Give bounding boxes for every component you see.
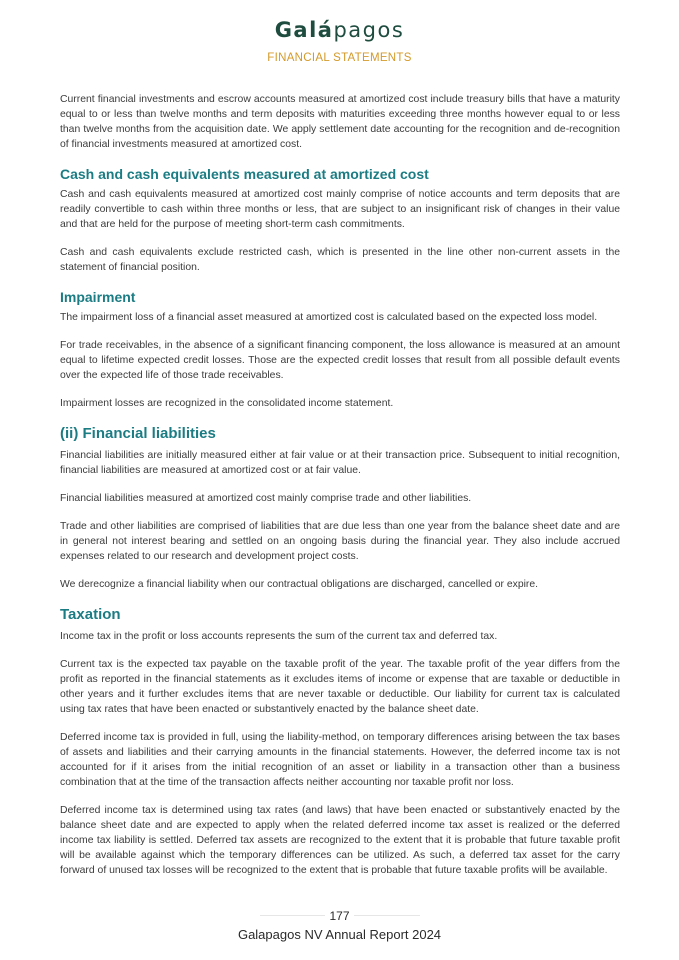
heading-impairment: Impairment (60, 289, 136, 305)
heading-cash-equivalents: Cash and cash equivalents measured at amortized cost (60, 166, 429, 182)
paragraph-tax-4: Deferred income tax is determined using tax rates (and laws) that have been enacted or substantively enacted by the balance sheet date and are expected to apply when the related deferred income tax asset is realized or the deferred income tax liability is settled. Deferred tax assets are recognized to the extent that it is probable that future taxable profit will be available against which the temporary differences can be utilized. As such, a deferred tax asset for the carry forward of unused tax losses will be recognized to the extent that is probable that future taxable profits will be available. (60, 805, 620, 876)
page-number (0, 909, 679, 923)
page-number-text: 177 (325, 909, 353, 923)
paragraph-liabilities-2: Financial liabilities measured at amortized cost mainly comprise trade and other liabilities. (60, 493, 472, 504)
page-content (60, 92, 620, 891)
paragraph-impairment-2: For trade receivables, in the absence of a significant financing component, the loss allowance is measured at an amount equal to lifetime expected credit losses. Those are the expected credit losses that result from all possible default events over the expected life of those trade receivables. (60, 340, 620, 381)
section-label: FINANCIAL STATEMENTS (267, 52, 412, 64)
paragraph-tax-3: Deferred income tax is provided in full, using the liability-method, on temporary differences arising between the tax bases of assets and liabilities and their carrying amounts in the financial statements. However, the deferred income tax is not accounted for if it arises from the initial recognition of an asset or liability in a transaction other than a business combination that at the time of the transaction affects neither accounting nor taxable profit nor loss. (60, 732, 620, 788)
paragraph-cash-1: Cash and cash equivalents measured at amortized cost mainly comprise of notice accounts and term deposits that are readily convertible to cash within three months or less, that are subject to an insignificant risk of changes in their value and that are held for the purpose of meeting short-term cash commitments. (60, 189, 620, 230)
paragraph-impairment-1: The impairment loss of a financial asset measured at amortized cost is calculated based on the expected loss model. (60, 312, 598, 323)
paragraph-tax-1: Income tax in the profit or loss accounts represents the sum of the current tax and deferred tax. (60, 631, 498, 642)
logo-light-part: pagos (333, 18, 405, 42)
paragraph-liabilities-3: Trade and other liabilities are comprised of liabilities that are due less than one year from the balance sheet date and are in general not interest bearing and settled on an ongoing basis during the financial year. They also include accrued expenses related to our research and development project costs. (60, 521, 620, 562)
paragraph-tax-2: Current tax is the expected tax payable on the taxable profit of the year. The taxable profit of the year differs from the profit as reported in the financial statements as it excludes items of income or expense that are taxable or deductible in other years and it further excludes items that are never taxable or deductible. Our liability for current tax is calculated using tax rates that have been enacted or substantively enacted by the balance sheet date. (60, 659, 620, 715)
heading-taxation: Taxation (60, 606, 121, 623)
logo-bold-part: Galá (274, 18, 334, 42)
report-title: Galapagos NV Annual Report 2024 (237, 927, 442, 942)
heading-financial-liabilities: (ii) Financial liabilities (60, 425, 216, 442)
paragraph-impairment-3: Impairment losses are recognized in the consolidated income statement. (60, 398, 394, 409)
paragraph-liabilities-4: We derecognize a financial liability when our contractual obligations are discharged, cancelled or expire. (60, 579, 539, 590)
paragraph-cash-2: Cash and cash equivalents exclude restricted cash, which is presented in the line other non-current assets in the statement of financial position. (60, 247, 620, 273)
company-logo (0, 18, 679, 42)
paragraph-liabilities-1: Financial liabilities are initially measured either at fair value or at their transaction price. Subsequent to initial recognition, financial liabilities are measured at amortized cost or at fair value. (60, 450, 620, 476)
paragraph-intro: Current financial investments and escrow accounts measured at amortized cost include treasury bills that have a maturity equal to or less than twelve months and term deposits with maturities exceeding three months however equal to or less than twelve months from the acquisition date. We apply settlement date accounting for the recognition and de-recognition of financial investments measured at amortized cost. (60, 94, 620, 150)
